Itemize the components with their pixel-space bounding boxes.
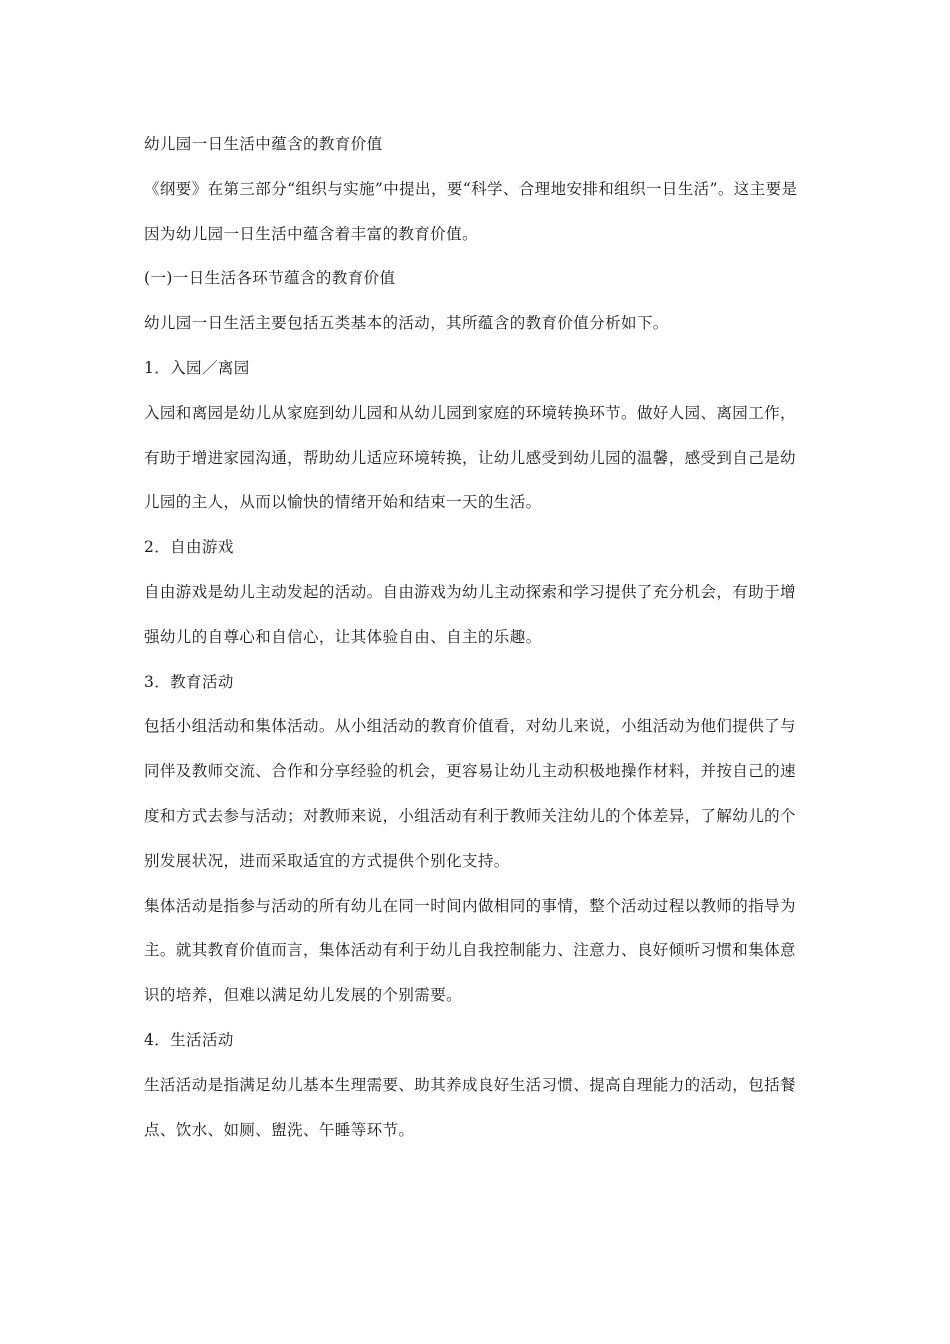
- subheading-arrival-departure: 1．入园／离园: [144, 358, 250, 377]
- arrival-departure-paragraph: 入园和离园是幼儿从家庭到幼儿园和从幼儿园到家庭的环境转换环节。做好人园、离园工作，有助于增进家园沟通，帮助幼儿适应环境转换，让幼儿感受到幼儿园的温馨，感受到自己是幼儿园的主人，从而以愉快的情绪开始和结束一天的生活。: [144, 403, 796, 512]
- section-intro-paragraph: 幼儿园一日生活主要包括五类基本的活动，其所蕴含的教育价值分析如下。: [144, 314, 669, 333]
- subheading-daily-living: 4．生活活动: [144, 1030, 234, 1049]
- subheading-educational-activities: 3．教育活动: [144, 672, 234, 691]
- subheading-free-play: 2．自由游戏: [144, 538, 234, 557]
- free-play-paragraph: 自由游戏是幼儿主动发起的活动。自由游戏为幼儿主动探索和学习提供了充分机会，有助于增强幼儿的自尊心和自信心，让其体验自由、自主的乐趣。: [144, 582, 796, 646]
- daily-living-paragraph: 生活活动是指满足幼儿基本生理需要、助其养成良好生活习惯、提高自理能力的活动，包括餐点、饮水、如厕、盥洗、午睡等环节。: [144, 1075, 796, 1139]
- document-body: [144, 122, 800, 1152]
- collective-activities-paragraph: 集体活动是指参与活动的所有幼儿在同一时间内做相同的事情，整个活动过程以教师的指导为主。就其教育价值而言，集体活动有利于幼儿自我控制能力、注意力、良好倾听习惯和集体意识的培养，但难以满足幼儿发展的个别需要。: [144, 896, 796, 1005]
- section-heading: (一)一日生活各环节蕴含的教育价值: [144, 269, 396, 288]
- document-title: 幼儿园一日生活中蕴含的教育价值: [144, 135, 383, 153]
- intro-paragraph: 《纲要》在第三部分“组织与实施”中提出，要“科学、合理地安排和组织一日生活”。这主要是因为幼儿园一日生活中蕴含着丰富的教育价值。: [144, 179, 798, 243]
- group-activities-paragraph: 包括小组活动和集体活动。从小组活动的教育价值看，对幼儿来说，小组活动为他们提供了与同伴及教师交流、合作和分享经验的机会，更容易让幼儿主动积极地操作材料，并按自己的速度和方式去参与活动；对教师来说，小组活动有利于教师关注幼儿的个体差异，了解幼儿的个别发展状况，进而采取适宜的方式提供个别化支持。: [144, 717, 796, 870]
